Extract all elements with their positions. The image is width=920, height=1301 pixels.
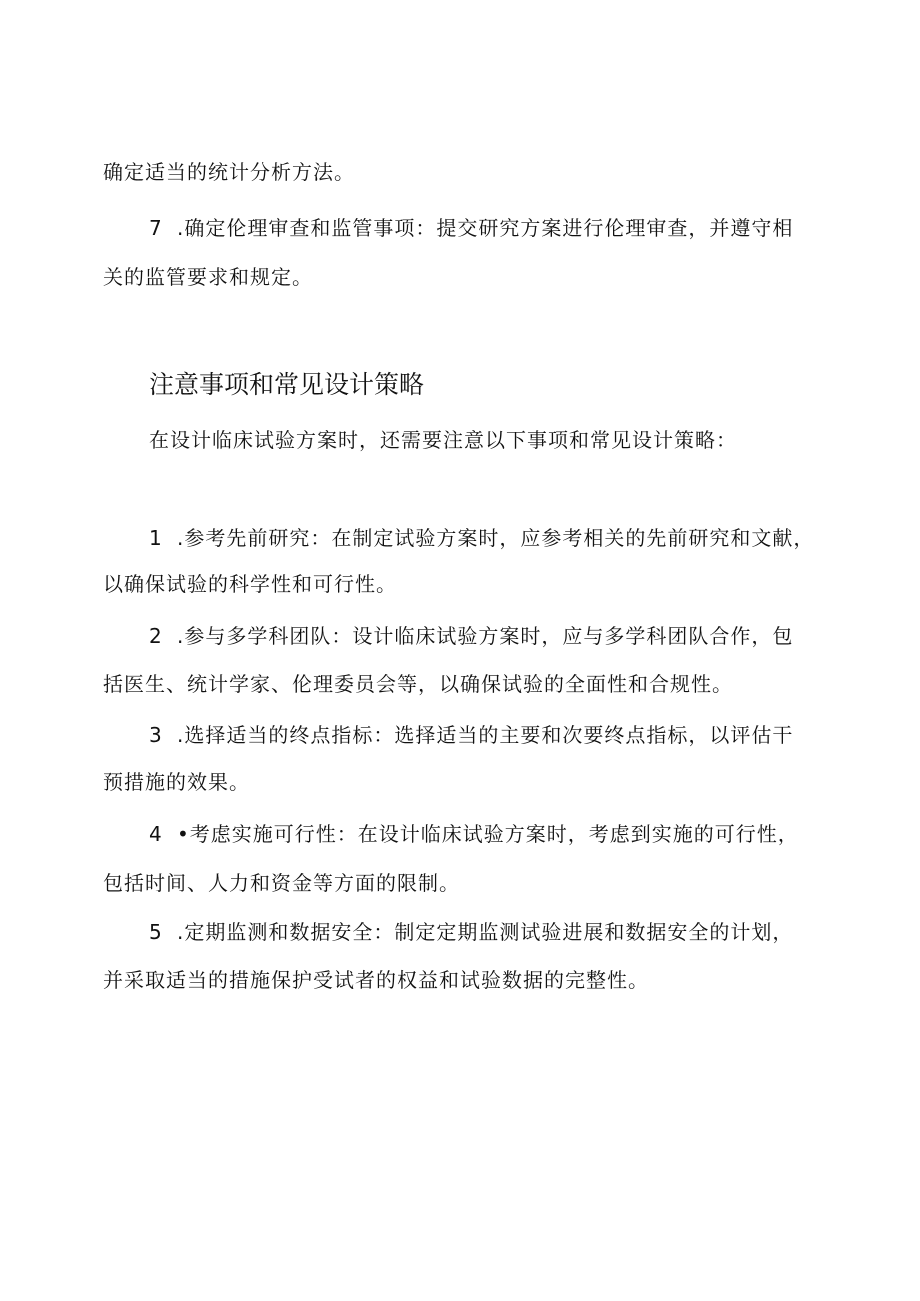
- list-item-text: .参与多学科团队：设计临床试验方案时，应与多学科团队合作，包: [177, 624, 794, 648]
- list-item-2-line-1: [149, 622, 793, 650]
- list-item-number: 5: [149, 920, 162, 944]
- list-item-number: 3: [149, 723, 162, 747]
- list-item-4-line-2: 包括时间、人力和资金等方面的限制。: [103, 871, 460, 895]
- paragraph-continuation: 确定适当的统计分析方法。: [103, 160, 355, 184]
- list-item-5-line-1: [149, 918, 793, 946]
- section-intro: 在设计临床试验方案时，还需要注意以下事项和常见设计策略：: [149, 428, 737, 452]
- list-item-7-line-2: 关的监管要求和规定。: [103, 265, 313, 289]
- list-item-3-line-1: [149, 721, 793, 749]
- list-item-text: .选择适当的终点指标：选择适当的主要和次要终点指标，以评估干: [177, 723, 794, 747]
- list-item-1-line-2: 以确保试验的科学性和可行性。: [103, 572, 397, 596]
- list-item-7-line-1: [149, 214, 793, 242]
- list-item-text: .定期监测和数据安全：制定定期监测试验进展和数据安全的计划，: [177, 920, 794, 944]
- list-item-number: 4: [149, 822, 162, 846]
- list-item-number: 2: [149, 624, 162, 648]
- list-item-1-line-1: [149, 524, 814, 552]
- list-item-3-line-2: 预措施的效果。: [103, 770, 250, 794]
- list-item-text: •考虑实施可行性：在设计临床试验方案时，考虑到实施的可行性，: [177, 822, 799, 846]
- list-item-number: 7: [149, 216, 162, 240]
- list-item-4-line-1: [149, 820, 799, 848]
- list-item-text: .确定伦理审查和监管事项：提交研究方案进行伦理审查，并遵守相: [177, 216, 794, 240]
- section-heading: 注意事项和常见设计策略: [149, 370, 425, 399]
- list-item-2-line-2: 括医生、统计学家、伦理委员会等，以确保试验的全面性和合规性。: [103, 672, 733, 696]
- list-item-5-line-2: 并采取适当的措施保护受试者的权益和试验数据的完整性。: [103, 968, 649, 992]
- list-item-number: 1: [149, 526, 162, 550]
- list-item-text: .参考先前研究：在制定试验方案时，应参考相关的先前研究和文献，: [177, 526, 815, 550]
